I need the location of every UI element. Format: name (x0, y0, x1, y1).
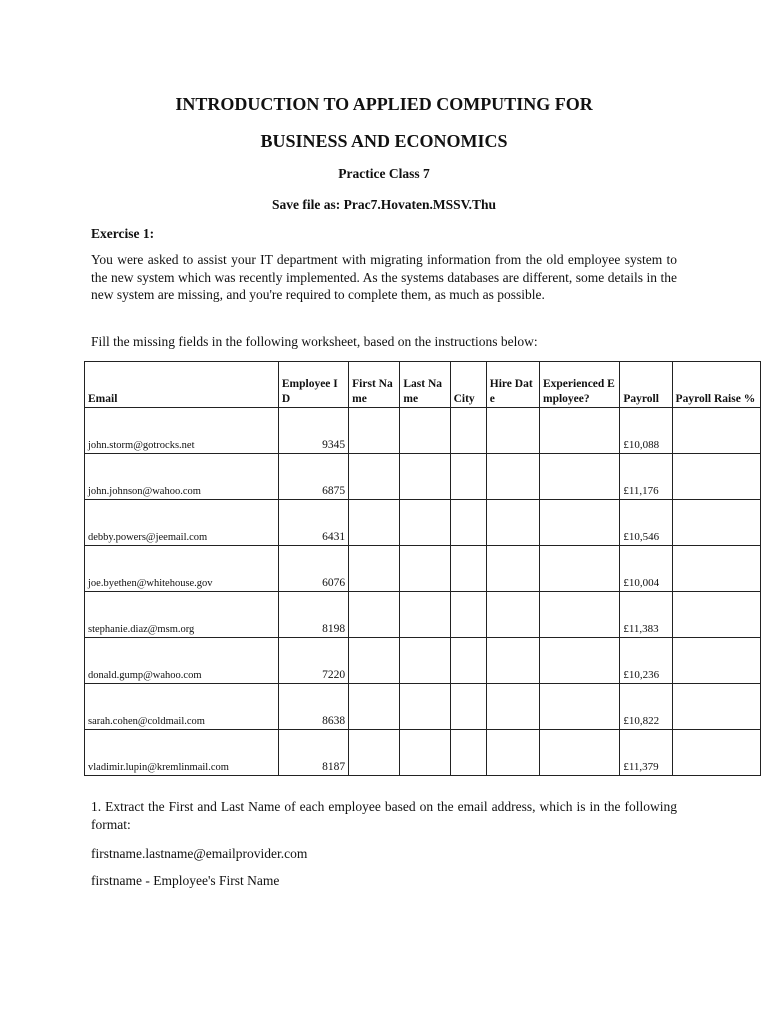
email-cell: vladimir.lupin@kremlinmail.com (85, 730, 279, 776)
email-cell: sarah.cohen@coldmail.com (85, 684, 279, 730)
employee-id-cell: 8638 (278, 684, 348, 730)
email-cell: joe.byethen@whitehouse.gov (85, 546, 279, 592)
practice-class-label: Practice Class 7 (338, 166, 430, 181)
hire-date-cell[interactable] (486, 638, 539, 684)
first-name-cell[interactable] (349, 638, 400, 684)
experienced-cell[interactable] (539, 408, 619, 454)
hire-date-cell[interactable] (486, 730, 539, 776)
payroll-raise-cell[interactable] (672, 454, 760, 500)
header-email: Email (85, 362, 279, 408)
firstname-definition: firstname - Employee's First Name (91, 873, 280, 888)
payroll-raise-cell[interactable] (672, 730, 760, 776)
last-name-cell[interactable] (400, 730, 450, 776)
city-cell[interactable] (450, 454, 486, 500)
payroll-raise-cell[interactable] (672, 546, 760, 592)
last-name-cell[interactable] (400, 546, 450, 592)
table-row (85, 408, 761, 454)
first-name-cell[interactable] (349, 730, 400, 776)
email-cell: john.johnson@wahoo.com (85, 454, 279, 500)
first-name-cell[interactable] (349, 454, 400, 500)
fill-instruction: Fill the missing fields in the following worksheet, based on the instructions below: (91, 334, 538, 349)
city-cell[interactable] (450, 684, 486, 730)
document-title-line-2: BUSINESS AND ECONOMICS (260, 131, 508, 151)
table-header-row (85, 362, 761, 408)
hire-date-cell[interactable] (486, 592, 539, 638)
first-name-cell[interactable] (349, 546, 400, 592)
table-row (85, 730, 761, 776)
experienced-cell[interactable] (539, 638, 619, 684)
last-name-cell[interactable] (400, 454, 450, 500)
header-payroll: Payroll (620, 362, 672, 408)
table-row (85, 684, 761, 730)
last-name-cell[interactable] (400, 408, 450, 454)
hire-date-cell[interactable] (486, 546, 539, 592)
employee-id-cell: 9345 (278, 408, 348, 454)
payroll-cell: £10,004 (620, 546, 672, 592)
table-row (85, 592, 761, 638)
email-format-example: firstname.lastname@emailprovider.com (91, 846, 308, 861)
first-name-cell[interactable] (349, 592, 400, 638)
email-cell: debby.powers@jeemail.com (85, 500, 279, 546)
last-name-cell[interactable] (400, 500, 450, 546)
payroll-raise-cell[interactable] (672, 638, 760, 684)
employee-id-cell: 6076 (278, 546, 348, 592)
employee-id-cell: 8187 (278, 730, 348, 776)
table-row (85, 454, 761, 500)
experienced-cell[interactable] (539, 684, 619, 730)
employee-id-cell: 6875 (278, 454, 348, 500)
hire-date-cell[interactable] (486, 408, 539, 454)
header-employee-id: Employee ID (278, 362, 348, 408)
header-hire-date: Hire Date (486, 362, 539, 408)
experienced-cell[interactable] (539, 500, 619, 546)
city-cell[interactable] (450, 408, 486, 454)
city-cell[interactable] (450, 546, 486, 592)
payroll-raise-cell[interactable] (672, 592, 760, 638)
header-city: City (450, 362, 486, 408)
payroll-cell: £10,088 (620, 408, 672, 454)
header-first-name: First Name (349, 362, 400, 408)
employee-id-cell: 6431 (278, 500, 348, 546)
first-name-cell[interactable] (349, 500, 400, 546)
experienced-cell[interactable] (539, 730, 619, 776)
hire-date-cell[interactable] (486, 454, 539, 500)
payroll-cell: £10,236 (620, 638, 672, 684)
email-cell: donald.gump@wahoo.com (85, 638, 279, 684)
last-name-cell[interactable] (400, 638, 450, 684)
first-name-cell[interactable] (349, 408, 400, 454)
experienced-cell[interactable] (539, 546, 619, 592)
step-1-instruction: 1. Extract the First and Last Name of each employee based on the email address, which is in the following format: (91, 799, 677, 832)
hire-date-cell[interactable] (486, 500, 539, 546)
first-name-cell[interactable] (349, 684, 400, 730)
table-row (85, 500, 761, 546)
document-title-line-1: INTRODUCTION TO APPLIED COMPUTING FOR (175, 94, 593, 114)
city-cell[interactable] (450, 500, 486, 546)
payroll-cell: £10,546 (620, 500, 672, 546)
table-row (85, 546, 761, 592)
header-payroll-raise: Payroll Raise % (672, 362, 760, 408)
employee-worksheet-table (84, 361, 761, 776)
payroll-cell: £11,176 (620, 454, 672, 500)
payroll-raise-cell[interactable] (672, 408, 760, 454)
save-file-instruction: Save file as: Prac7.Hovaten.MSSV.Thu (271, 197, 496, 212)
payroll-cell: £10,822 (620, 684, 672, 730)
employee-id-cell: 7220 (278, 638, 348, 684)
employee-id-cell: 8198 (278, 592, 348, 638)
header-experienced: Experienced Employee? (539, 362, 619, 408)
email-cell: john.storm@gotrocks.net (85, 408, 279, 454)
exercise-intro-paragraph: You were asked to assist your IT department with migrating information from the old employee system to the new system which was recently implemented. As the systems databases are different, some details in the new system are missing, and you're required to complete them, as much as possible. (91, 252, 677, 302)
payroll-cell: £11,383 (620, 592, 672, 638)
hire-date-cell[interactable] (486, 684, 539, 730)
experienced-cell[interactable] (539, 592, 619, 638)
last-name-cell[interactable] (400, 592, 450, 638)
table-row (85, 638, 761, 684)
city-cell[interactable] (450, 730, 486, 776)
header-last-name: Last Name (400, 362, 450, 408)
city-cell[interactable] (450, 638, 486, 684)
payroll-raise-cell[interactable] (672, 500, 760, 546)
experienced-cell[interactable] (539, 454, 619, 500)
city-cell[interactable] (450, 592, 486, 638)
email-cell: stephanie.diaz@msm.org (85, 592, 279, 638)
payroll-raise-cell[interactable] (672, 684, 760, 730)
last-name-cell[interactable] (400, 684, 450, 730)
exercise-heading: Exercise 1: (91, 226, 155, 241)
payroll-cell: £11,379 (620, 730, 672, 776)
